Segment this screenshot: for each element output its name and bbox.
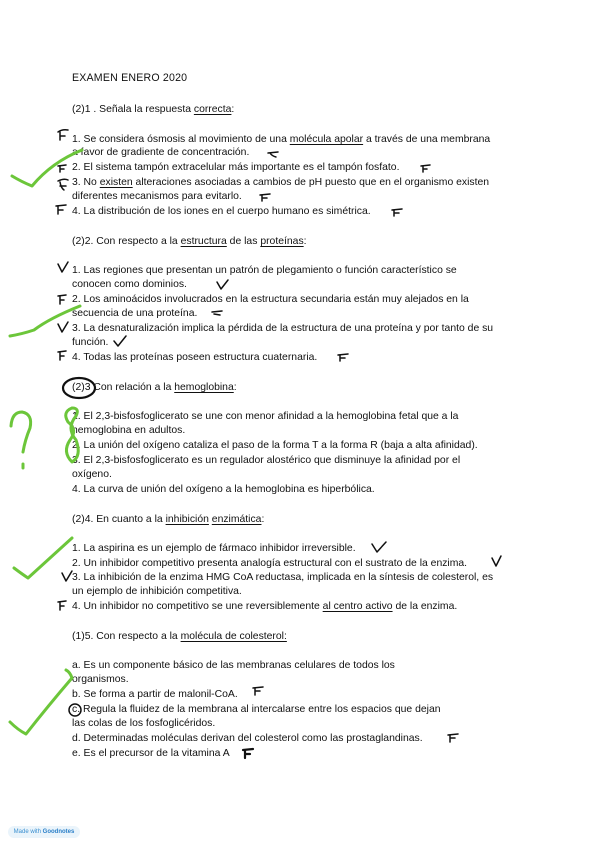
goodnotes-badge: Made with Goodnotes bbox=[8, 826, 80, 838]
q1-option-2: 2. El sistema tampón extracelular más importante es el tampón fosfato. bbox=[72, 162, 400, 173]
mark-f-q1-3 bbox=[58, 179, 68, 190]
q4-option-2: 2. Un inhibidor competitivo presenta analogía estructural con el sustrato de la enzima. bbox=[72, 558, 468, 569]
question-1-heading: (2)1 . Señala la respuesta correcta: bbox=[72, 104, 235, 115]
question-2-heading: (2)2. Con respecto a la estructura de las proteínas: bbox=[72, 236, 307, 247]
mark-f-q5-d bbox=[448, 734, 458, 742]
green-check-q5 bbox=[10, 678, 72, 734]
q4-option-1: 1. La aspirina es un ejemplo de fármaco inhibidor irreversible. bbox=[72, 543, 356, 554]
question-3-heading: (2)3 Con relación a la hemoglobina: bbox=[72, 382, 237, 393]
green-question-mark bbox=[11, 412, 31, 468]
green-check-q2 bbox=[10, 306, 80, 336]
mark-f-q1-3b bbox=[260, 194, 270, 201]
question-5-heading: (1)5. Con respecto a la molécula de colesterol: bbox=[72, 631, 287, 642]
q3-option-3: 3. El 2,3-bisfosfoglicerato es un regulador alostérico que disminuye la afinidad por el bbox=[72, 455, 461, 466]
mark-v-q4-3 bbox=[62, 571, 72, 581]
mark-v-q4-2 bbox=[372, 542, 386, 552]
mark-f-q4-4 bbox=[58, 601, 66, 610]
q2-option-1-cont: conocen como dominios. bbox=[72, 279, 187, 290]
mark-f-q1-2 bbox=[58, 165, 66, 172]
q3-option-4: 4. La curva de unión del oxígeno a la hemoglobina es hiperbólica. bbox=[72, 484, 375, 495]
mark-f-q2-2 bbox=[58, 295, 66, 304]
q2-option-2: 2. Los aminoácidos involucrados en la estructura secundaria están muy alejados en la bbox=[72, 294, 469, 305]
q1-option-3: 3. No existen alteraciones asociadas a cambios de pH puesto que en el organismo existen bbox=[72, 177, 490, 188]
q5-option-a: a. Es un componente básico de las membranas celulares de todos los bbox=[72, 660, 395, 671]
q3-option-1-cont: hemoglobina en adultos. bbox=[72, 425, 186, 436]
mark-f-q5-e bbox=[243, 749, 253, 758]
mark-f-q5-b bbox=[253, 687, 263, 695]
q3-option-1: 1. El 2,3-bisfosfoglicerato se une con menor afinidad a la hemoglobina fetal que a la bbox=[72, 411, 459, 422]
mark-v-q2-3 bbox=[58, 322, 68, 332]
mark-f-q1-2b bbox=[421, 165, 430, 172]
q5-option-c: c. Regula la fluidez de la membrana al intercalarse entre los espacios que dejan bbox=[72, 704, 441, 715]
q1-option-1: 1. Se considera ósmosis al movimiento de una molécula apolar a través de una membrana bbox=[72, 134, 491, 145]
q3-option-2: 2. La unión del oxígeno cataliza el paso de la forma T a la forma R (baja a alta afinidad). bbox=[72, 440, 478, 451]
q5-option-b: b. Se forma a partir de malonil-CoA. bbox=[72, 689, 238, 700]
mark-f-q1-4 bbox=[56, 205, 66, 214]
mark-f-q2-4 bbox=[58, 351, 66, 360]
mark-v-q2-3b bbox=[114, 336, 126, 346]
mark-f-q1-1b bbox=[268, 152, 278, 157]
mark-f-q2-4b bbox=[338, 354, 348, 361]
q2-option-4: 4. Todas las proteínas poseen estructura cuaternaria. bbox=[72, 352, 318, 363]
mark-v-q2-1 bbox=[58, 262, 68, 272]
q5-option-c-cont: las colas de los fosfoglicéridos. bbox=[72, 718, 216, 729]
mark-v-q2-1b bbox=[217, 280, 228, 289]
q3-option-3-cont: oxígeno. bbox=[72, 469, 112, 480]
q2-option-3-cont: función. bbox=[72, 337, 109, 348]
exam-title: EXAMEN ENERO 2020 bbox=[72, 72, 188, 84]
q5-option-d: d. Determinadas moléculas derivan del colesterol como las prostaglandinas. bbox=[72, 733, 423, 744]
q1-option-4: 4. La distribución de los iones en el cuerpo humano es simétrica. bbox=[72, 206, 371, 217]
mark-v-q4-2b bbox=[492, 556, 501, 566]
q4-option-3-cont: un ejemplo de inhibición competitiva. bbox=[72, 586, 242, 597]
question-4-heading: (2)4. En cuanto a la inhibición enzimática: bbox=[72, 514, 265, 525]
q4-option-3: 3. La inhibición de la enzima HMG CoA reductasa, implicada en la síntesis de colesterol, es bbox=[72, 572, 494, 583]
q2-option-3: 3. La desnaturalización implica la pérdida de la estructura de una proteína y por tanto de su bbox=[72, 323, 494, 334]
q1-option-3-cont: diferentes mecanismos para evitarlo. bbox=[72, 191, 242, 202]
q1-option-1-cont: a favor de gradiente de concentración. bbox=[72, 147, 250, 158]
mark-f-q1-4b bbox=[392, 209, 402, 216]
q5-option-a-cont: organismos. bbox=[72, 674, 129, 685]
green-check-q4 bbox=[14, 538, 72, 578]
q2-option-2-cont: secuencia de una proteína. bbox=[72, 308, 198, 319]
q5-option-e: e. Es el precursor de la vitamina A bbox=[72, 748, 230, 759]
q2-option-1: 1. Las regiones que presentan un patrón de plegamiento o función característico se bbox=[72, 265, 457, 276]
mark-f-q1-1 bbox=[58, 130, 68, 140]
q4-option-4: 4. Un inhibidor no competitivo se une reversiblemente al centro activo de la enzima. bbox=[72, 601, 458, 612]
mark-f-q2-2b bbox=[212, 311, 222, 315]
